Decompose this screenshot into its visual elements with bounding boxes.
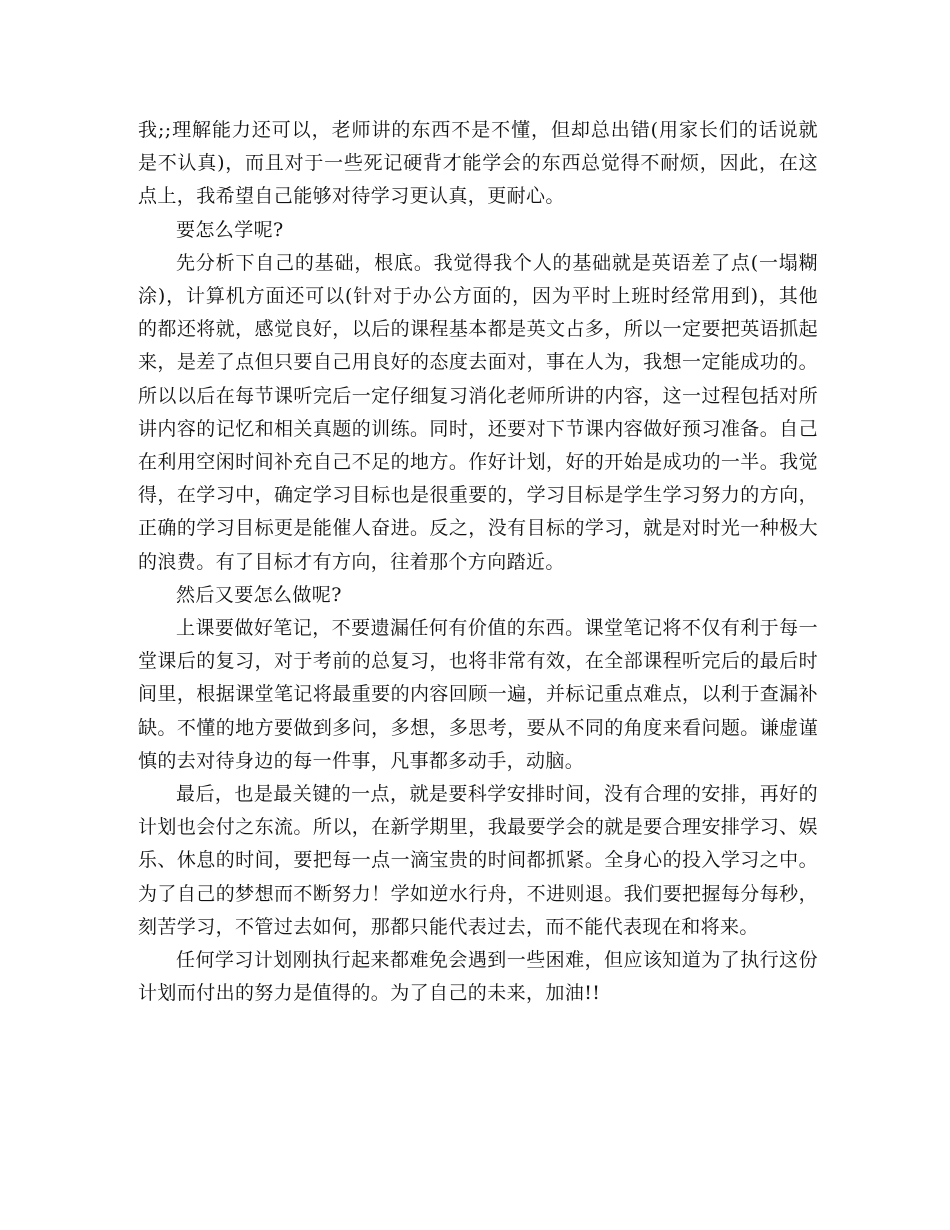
document-body [138,114,818,1010]
paragraph-how-to-do: 然后又要怎么做呢? [176,583,342,606]
paragraph-continuation: 我;;理解能力还可以，老师讲的东西不是不懂，但却总出错(用家长们的话说就是不认真)，而且对于一些死记硬背才能学会的东西总觉得不耐烦，因此，在这点上，我希望自己能够对待学习更认真，更耐心。 [138,119,818,208]
paragraph-foundation-analysis: 先分析下自己的基础，根底。我觉得我个人的基础就是英语差了点(一塌糊涂)，计算机方面还可以(针对于办公方面的，因为平时上班时经常用到)，其他的都还将就，感觉良好，以后的课程基本都是英文占多，所以一定要把英语抓起来，是差了点但只要自己用良好的态度去面对，事在人为，我想一定能成功的。所以以后在每节课听完后一定仔细复习消化老师所讲的内容，这一过程包括对所讲内容的记忆和相关真题的训练。同时，还要对下节课内容做好预习准备。自己在利用空闲时间补充自己不足的地方。作好计划，好的开始是成功的一半。我觉得，在学习中，确定学习目标也是很重要的，学习目标是学生学习努力的方向，正确的学习目标更是能催人奋进。反之，没有目标的学习，就是对时光一种极大的浪费。有了目标才有方向，往着那个方向踏近。 [138,251,818,573]
paragraph-note-taking: 上课要做好笔记，不要遗漏任何有价值的东西。课堂笔记将不仅有利于每一堂课后的复习，对于考前的总复习，也将非常有效，在全部课程听完后的最后时间里，根据课堂笔记将最重要的内容回顾一遍，并标记重点难点，以利于查漏补缺。不懂的地方要做到多问，多想，多思考，要从不同的角度来看问题。谦虚谨慎的去对待身边的每一件事，凡事都多动手，动脑。 [138,617,818,772]
paragraph-time-management: 最后，也是最关键的一点，就是要科学安排时间，没有合理的安排，再好的计划也会付之东流。所以，在新学期里，我最要学会的就是要合理安排学习、娱乐、休息的时间，要把每一点一滴宝贵的时间都抓紧。全身心的投入学习之中。为了自己的梦想而不断努力！学如逆水行舟，不进则退。我们要把握每分每秒，刻苦学习，不管过去如何，那都只能代表过去，而不能代表现在和将来。 [138,783,818,938]
paragraph-how-to-learn: 要怎么学呢? [176,218,284,241]
paragraph-conclusion: 任何学习计划刚执行起来都难免会遇到一些困难，但应该知道为了执行这份计划而付出的努力是值得的。为了自己的未来，加油!! [138,949,818,1005]
